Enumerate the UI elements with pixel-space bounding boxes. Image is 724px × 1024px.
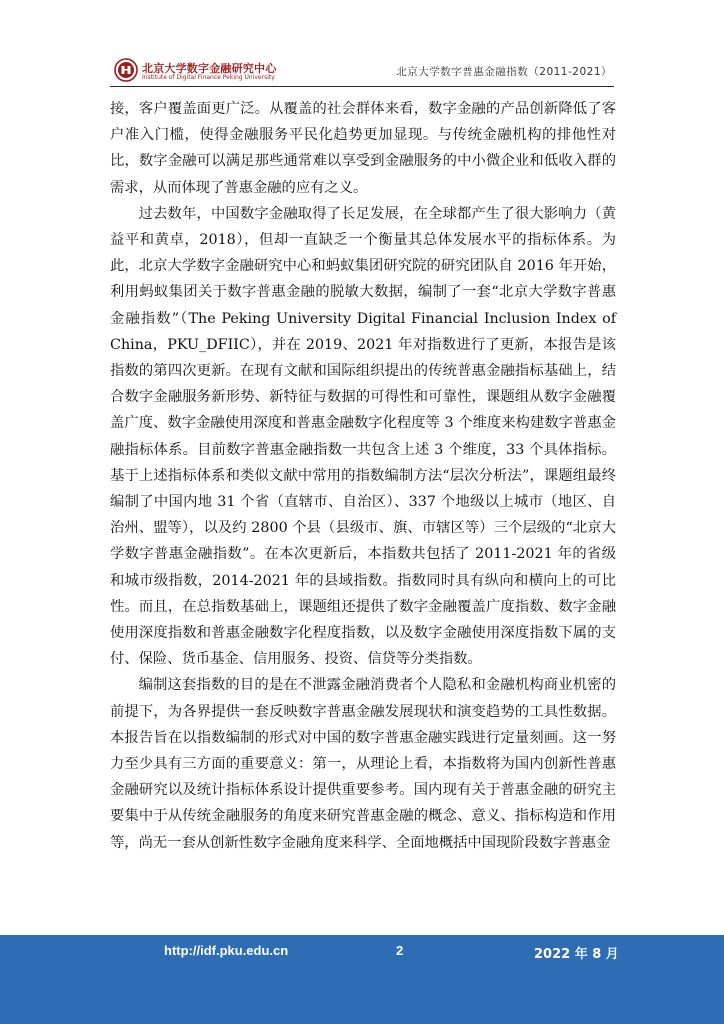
page-footer [0, 935, 724, 1024]
body-text [110, 96, 616, 856]
paragraph: 过去数年，中国数字金融取得了长足发展，在全球都产生了很大影响力（黄益平和黄卓，2018），但却一直缺乏一个衡量其总体发展水平的指标体系。为此，北京大学数字金融研究中心和蚂蚁集团研究院的研究团队自 2016 年开始，利用蚂蚁集团关于数字普惠金融的脱敏大数据，编制了一套“北京大学数字普惠金融指数”（The Peking University Digital Financial Inclusion Index of China，PKU_DFIIC），并在 2019、2021 年对指数进行了更新，本报告是该指数的第四次更新。在现有文献和国际组织提出的传统普惠金融指标基础上，结合数字金融服务新形势、新特征与数据的可得性和可靠性，课题组从数字金融覆盖广度、数字金融使用深度和普惠金融数字化程度等 3 个维度来构建数字普惠金融指标体系。目前数字普惠金融指数一共包含上述 3 个维度，33 个具体指标。基于上述指标体系和类似文献中常用的指数编制方法“层次分析法”，课题组最终编制了中国内地 31 个省（直辖市、自治区）、337 个地级以上城市（地区、自治州、盟等），以及约 2800 个县（县级市、旗、市辖区等）三个层级的“北京大学数字普惠金融指数”。在本次更新后，本指数共包括了 2011-2021 年的省级和城市级指数，2014-2021 年的县域指数。指数同时具有纵向和横向上的可比性。而且，在总指数基础上，课题组还提供了数字金融覆盖广度指数、数字金融使用深度指数和普惠金融数字化程度指数，以及数字金融使用深度指数下属的支付、保险、货币基金、信用服务、投资、信贷等分类指数。 [110, 205, 616, 668]
page-header [0, 0, 724, 90]
logo-chinese-name: 北京大学数字金融研究中心 [142, 62, 277, 75]
paragraph: 接，客户覆盖面更广泛。从覆盖的社会群体来看，数字金融的产品创新降低了客户准入门槛，使得金融服务平民化趋势更加显现。与传统金融机构的排他性对比，数字金融可以满足那些通常难以享受到金融服务的中小微企业和低收入群的需求，从而体现了普惠金融的应有之义。 [110, 101, 616, 196]
logo-english-name: Institute of Digital Finance Peking University [142, 74, 275, 81]
header-divider [110, 86, 614, 87]
footer-url: http://idf.pku.edu.cn [164, 943, 289, 958]
pku-seal-icon [114, 58, 138, 82]
page-number: 2 [396, 943, 404, 958]
footer-date: 2022 年 8 月 [534, 947, 619, 962]
running-header-title: 北京大学数字普惠金融指数（2011-2021） [396, 66, 612, 78]
paragraph: 编制这套指数的目的是在不泄露金融消费者个人隐私和金融机构商业机密的前提下，为各界提供一套反映数字普惠金融发展现状和演变趋势的工具性数据。本报告旨在以指数编制的形式对中国的数字普惠金融实践进行定量刻画。这一努力至少具有三方面的重要意义：第一，从理论上看，本指数将为国内创新性普惠金融研究以及统计指标体系设计提供重要参考。国内现有关于普惠金融的研究主要集中于从传统金融服务的角度来研究普惠金融的概念、意义、指标构造和作用等，尚无一套从创新性数字金融角度来科学、全面地概括中国现阶段数字普惠金 [110, 677, 616, 851]
